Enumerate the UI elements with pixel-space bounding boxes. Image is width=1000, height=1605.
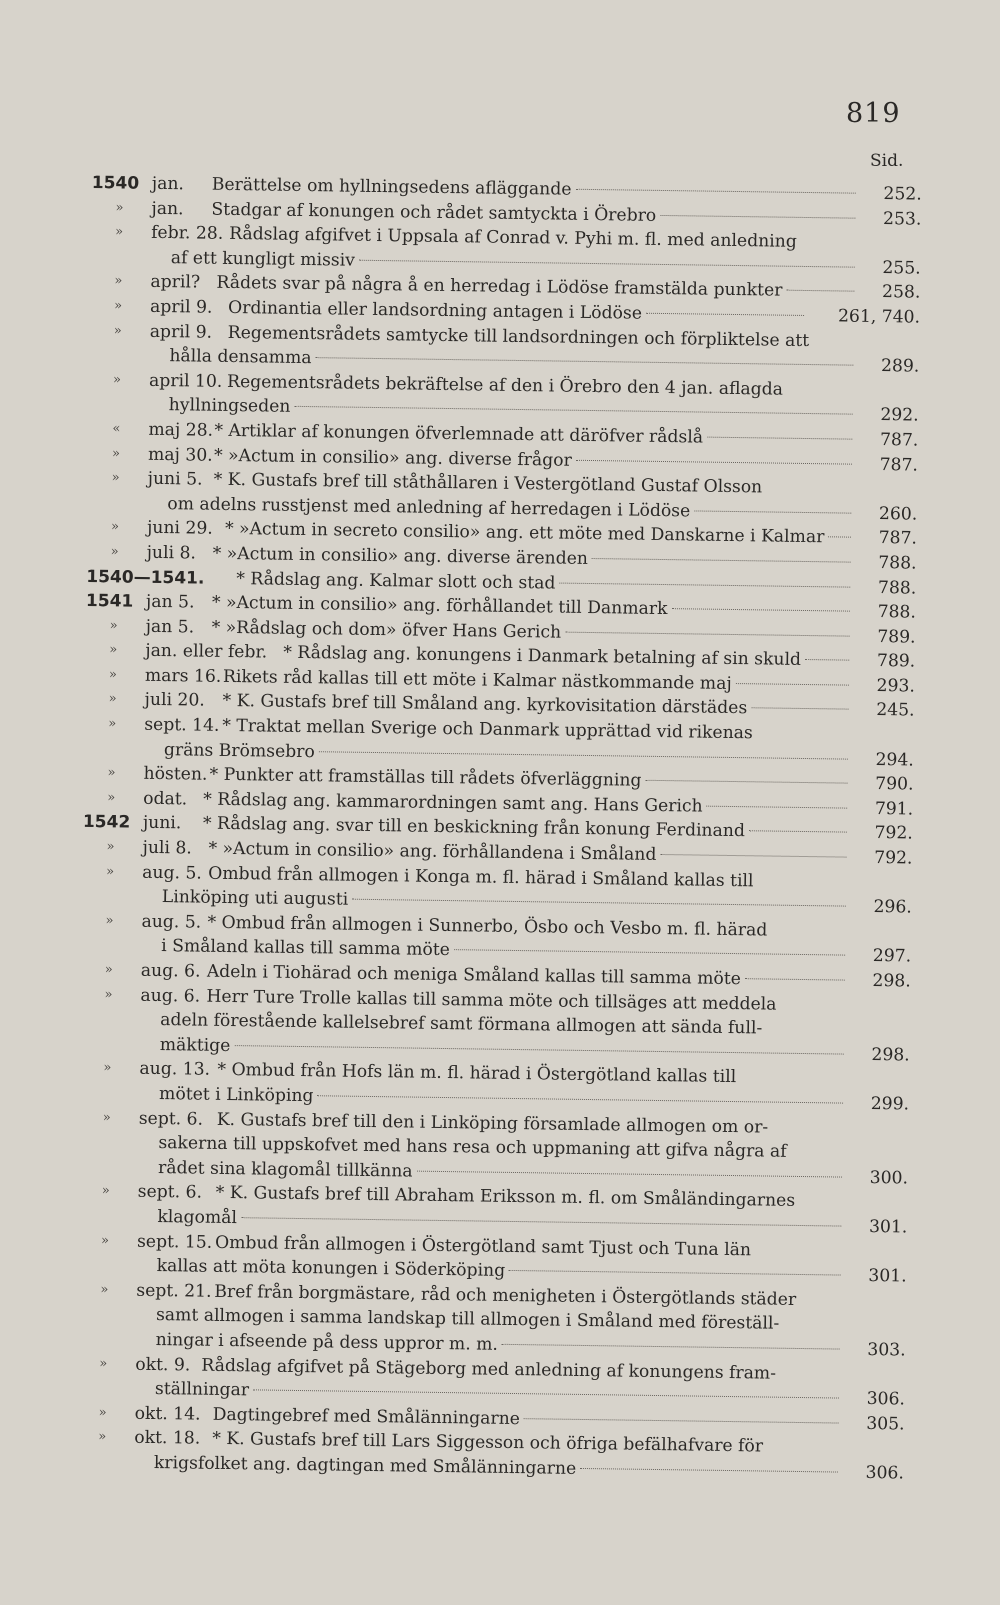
page-reference: 294.	[875, 749, 914, 771]
leader-dots	[580, 1468, 838, 1473]
entry-text: Rådslag afgifvet på Stägeborg med anledning af konungens fram-	[201, 1355, 777, 1384]
entry-text: Berättelse om hyllningsedens afläggande	[211, 174, 572, 200]
page-reference: 298.	[871, 1044, 910, 1066]
leader-dots	[707, 805, 848, 808]
entry-date: april 10.	[148, 370, 223, 392]
ditto-mark: »	[115, 199, 124, 216]
leader-dots	[694, 510, 851, 513]
ditto-mark: »	[106, 839, 115, 855]
entry-date: juni 29.	[146, 518, 213, 540]
leader-dots	[316, 357, 854, 366]
ditto-mark: »	[109, 617, 118, 634]
ditto-mark: »	[107, 790, 116, 806]
leader-dots	[317, 1095, 843, 1103]
entry-text: Regementsrådets bekräftelse af den i Örebro den 4 jan. aflagda	[226, 371, 784, 400]
ditto-mark: »	[98, 1404, 107, 1421]
leader-dots	[359, 260, 855, 268]
ditto-mark: »	[114, 273, 123, 289]
leader-dots	[646, 780, 848, 784]
entry-date: aug. 5.	[142, 862, 203, 884]
entry-date: sept. 6.	[137, 1182, 203, 1203]
entry-text: * Rådslag ang. svar till en beskickning från konung Ferdinand	[202, 814, 746, 842]
entry-text: Adeln i Tiohärad och meniga Småland kallas till samma möte	[206, 961, 742, 990]
entry-text: * »Actum in consilio» ang. förhållandet till Danmark	[211, 592, 668, 620]
index-entry	[76, 1278, 907, 1363]
entry-date: juli 8.	[142, 837, 192, 859]
entry-text: K. Gustafs bref till den i Linköping församlade allmogen om or-	[216, 1109, 769, 1138]
entry-text: * Punkter att framställas till rådets öfverläggning	[209, 764, 642, 791]
entry-date: aug. 6.	[140, 960, 201, 982]
entry-date: mars 16.	[144, 665, 222, 687]
entry-text: ställningar	[154, 1379, 250, 1401]
leader-dots	[565, 631, 849, 636]
leader-dots	[745, 978, 845, 980]
ditto-mark: »	[104, 986, 113, 1002]
entry-date: juli 20.	[144, 690, 205, 712]
entry-date: aug. 6.	[140, 985, 201, 1007]
leader-dots	[660, 215, 855, 219]
entry-year: 1540	[91, 172, 140, 194]
entry-text: * Ombud från allmogen i Sunnerbo, Ösbo och Vesbo m. fl. härad	[207, 912, 768, 941]
entry-text: Bref från borgmästare, råd och menigheten i Östergötlands städer	[214, 1281, 797, 1310]
ditto-mark: »	[110, 519, 120, 535]
ditto-mark: »	[108, 691, 117, 707]
ditto-mark: »	[111, 470, 120, 486]
index-entries	[74, 171, 922, 1486]
page-reference: 788.	[877, 577, 917, 599]
leader-dots	[707, 437, 852, 440]
entry-text: * »Actum in consilio» ang. förhållandena i Småland	[208, 838, 657, 865]
entry-text: om adelns russtjenst med anledning af herredagen i Lödöse	[167, 493, 691, 522]
ditto-mark: »	[100, 1232, 110, 1248]
page-reference: 245.	[876, 700, 915, 722]
entry-text: mäktige	[159, 1034, 231, 1056]
leader-dots	[454, 950, 845, 956]
leader-dots	[660, 854, 846, 858]
entry-text: Ordinantia eller landsordning antagen i Lödöse	[227, 297, 643, 324]
sid-column-label: Sid.	[870, 151, 904, 171]
entry-text: * Artiklar af konungen öfverlemnade att däröfver rådslå	[214, 420, 704, 448]
leader-dots	[805, 659, 849, 661]
page-reference: 292.	[880, 405, 919, 426]
entry-text: Rådslag afgifvet i Uppsala af Conrad v. Pyhi m. fl. med anledning	[228, 224, 797, 253]
entry-year: 1540—1541.	[86, 566, 205, 589]
entry-text: Stadgar af konungen och rådet samtyckta i Örebro	[211, 199, 657, 226]
entry-date: jan 5.	[145, 616, 195, 638]
leader-dots	[417, 1170, 842, 1177]
entry-text: Ombud från allmogen i Konga m. fl. härad i Småland kallas till	[208, 863, 754, 891]
page-reference: 306.	[866, 1389, 906, 1410]
entry-text: ningar i afseende på dess uppror m. m.	[155, 1329, 499, 1355]
leader-dots	[751, 708, 848, 710]
page-reference: 787.	[878, 528, 918, 549]
page-reference: 293.	[876, 675, 916, 697]
entry-text: * K. Gustafs bref till Abraham Eriksson m. fl. om Småländingarnes	[215, 1183, 796, 1212]
entry-text: gräns Brömsebro	[163, 739, 315, 762]
ditto-mark: »	[114, 298, 123, 314]
leader-dots	[234, 1045, 843, 1055]
entry-text: * K. Gustafs bref till Småland ang. kyrkovisitation därstädes	[222, 691, 748, 719]
entry-text: * Rådslag ang. Kalmar slott och stad	[236, 568, 556, 594]
page-reference: 792.	[874, 848, 913, 869]
page-reference: 791.	[874, 798, 914, 820]
leader-dots	[786, 290, 854, 292]
ditto-mark: »	[108, 716, 117, 732]
leader-dots	[671, 608, 849, 611]
entry-text: adeln förestående kallelsebref samt förmana allmogen att sända full-	[160, 1010, 763, 1039]
ditto-mark: »	[104, 962, 113, 978]
ditto-mark: «	[112, 421, 121, 437]
page-reference: 258.	[881, 282, 921, 303]
entry-text: mötet i Linköping	[158, 1083, 314, 1107]
page-reference: 789.	[877, 626, 916, 648]
ditto-mark: »	[105, 913, 114, 929]
entry-date: hösten.	[143, 764, 208, 785]
page-reference: 300.	[869, 1167, 909, 1189]
index-entry	[80, 983, 911, 1068]
entry-date: juni 5.	[147, 468, 203, 490]
entry-date: febr. 28.	[151, 223, 224, 245]
leader-dots	[736, 683, 849, 686]
page-reference: 253.	[882, 208, 922, 230]
ditto-mark: »	[100, 1281, 109, 1298]
index-entry	[78, 1105, 909, 1190]
entry-text: hyllningseden	[168, 395, 291, 418]
ditto-mark: »	[110, 544, 119, 560]
ditto-mark: »	[115, 224, 124, 240]
entry-text: Dagtingebref med Smålänningarne	[212, 1404, 521, 1429]
page-reference: 303.	[867, 1339, 906, 1361]
ditto-mark: »	[109, 642, 118, 658]
entry-text: * Traktat mellan Sverige och Danmark upprättad vid rikenas	[222, 715, 753, 744]
page-reference: 255.	[882, 257, 921, 279]
page-reference: 261, 740.	[837, 306, 921, 328]
entry-date: april 9.	[149, 296, 213, 318]
entry-date: odat.	[143, 788, 188, 810]
ditto-mark: »	[111, 445, 121, 461]
leader-dots	[592, 558, 851, 563]
page-reference: 788.	[878, 552, 917, 574]
page-reference: 301.	[868, 1266, 907, 1287]
entry-date: jan.	[151, 173, 185, 195]
page-reference: 289.	[880, 356, 920, 377]
leader-dots	[749, 831, 847, 833]
entry-date: aug. 5.	[141, 911, 202, 933]
entry-text: kallas att möta konungen i Söderköping	[156, 1256, 506, 1281]
entry-text: * »Rådslag och dom» öfver Hans Gerich	[211, 617, 562, 643]
entry-year: 1541	[85, 591, 134, 612]
entry-text: * »Actum in consilio» ang. diverse frågor	[213, 445, 572, 471]
entry-text: * Rådslag ang. konungens i Danmark betalning af sin skuld	[283, 643, 802, 671]
ditto-mark: »	[106, 863, 115, 880]
index-entry	[74, 1425, 905, 1486]
entry-text: klagomål	[157, 1206, 238, 1229]
entry-text: hålla densamma	[169, 346, 312, 369]
page-reference: 299.	[870, 1093, 910, 1115]
entry-text: sakerna till uppskofvet med hans resa och uppmaning att gifva några af	[158, 1133, 787, 1162]
ditto-mark: »	[103, 1060, 112, 1076]
page-reference: 252.	[883, 184, 922, 205]
page-reference: 789.	[876, 651, 916, 672]
entry-date: sept. 15.	[136, 1231, 213, 1253]
page-reference: 787.	[879, 454, 919, 476]
leader-dots	[241, 1217, 841, 1226]
entry-text: af ett kungligt missiv	[170, 247, 356, 271]
page-reference: 301.	[868, 1216, 908, 1238]
entry-text: Ombud från allmogen i Östergötland samt Tjust och Tuna län	[214, 1232, 752, 1260]
leader-dots	[559, 582, 850, 587]
leader-dots	[576, 459, 852, 464]
entry-date: april?	[150, 272, 201, 293]
entry-text: Linköping uti augusti	[161, 887, 349, 910]
entry-text: * Ombud från Hofs län m. fl. härad i Östergötland kallas till	[217, 1060, 737, 1088]
leader-dots	[253, 1389, 839, 1398]
page-reference: 788.	[877, 602, 917, 623]
page-reference: 297.	[872, 946, 912, 967]
page-reference: 260.	[878, 503, 918, 525]
page-reference: 306.	[865, 1462, 905, 1484]
ditto-mark: »	[113, 322, 122, 338]
entry-date: jan 5.	[145, 591, 195, 613]
leader-dots	[352, 899, 846, 907]
ditto-mark: »	[108, 667, 118, 683]
entry-date: juli 8.	[146, 542, 197, 564]
leader-dots	[294, 406, 852, 415]
entry-date: jan.	[151, 198, 184, 219]
leader-dots	[509, 1270, 841, 1276]
entry-text: * »Actum in consilio» ang. diverse ärenden	[212, 543, 589, 569]
leader-dots	[502, 1344, 840, 1350]
ditto-mark: »	[107, 765, 116, 781]
entry-year: 1542	[82, 812, 131, 834]
entry-text: Herr Ture Trolle kallas till samma möte och tillsäges att meddela	[206, 986, 777, 1015]
entry-date: jan. eller febr.	[145, 641, 268, 663]
entry-text: i Småland kallas till samma möte	[161, 936, 451, 961]
leader-dots	[828, 537, 851, 538]
entry-date: maj 30.	[147, 444, 213, 466]
ditto-mark: »	[99, 1355, 108, 1371]
page-number: 819	[846, 98, 901, 129]
leader-dots	[319, 751, 848, 759]
page-reference: 787.	[879, 429, 919, 451]
page-reference: 298.	[872, 970, 911, 992]
entry-text: * Rådslag ang. kammarordningen samt ang. Hans Gerich	[203, 789, 703, 817]
entry-text: krigsfolket ang. dagtingan med Smålänningarne	[153, 1452, 577, 1479]
leader-dots	[646, 313, 804, 316]
entry-text: * K. Gustafs bref till ståthållaren i Vestergötland Gustaf Olsson	[213, 469, 763, 498]
ditto-mark: »	[112, 372, 122, 388]
entry-date: april 9.	[149, 321, 213, 343]
entry-text: * »Actum in secreto consilio» ang. ett möte med Danskarne i Kalmar	[224, 519, 825, 548]
entry-text: rådet sina klagomål tillkänna	[157, 1157, 413, 1182]
entry-date: sept. 21.	[136, 1280, 212, 1302]
entry-date: juni.	[142, 813, 182, 834]
page-reference: 305.	[866, 1413, 905, 1435]
entry-date: maj 28.	[148, 419, 214, 441]
entry-date: aug. 13.	[139, 1059, 211, 1081]
entry-date: okt. 18.	[134, 1427, 201, 1449]
entry-text: Rikets råd kallas till ett möte i Kalmar nästkommande maj	[222, 666, 732, 694]
ditto-mark: »	[102, 1109, 111, 1125]
ditto-mark: »	[98, 1429, 107, 1445]
ditto-mark: »	[101, 1183, 110, 1199]
entry-date: sept. 6.	[138, 1108, 204, 1130]
entry-text: Regementsrådets samtycke till landsordningen och förpliktelse att	[227, 322, 810, 351]
entry-text: samt allmogen i samma landskap till allmogen i Småland med föreställ-	[155, 1305, 780, 1335]
entry-date: okt. 14.	[134, 1403, 201, 1425]
entry-date: okt. 9.	[135, 1354, 191, 1375]
entry-text: * K. Gustafs bref till Lars Siggesson och öfriga befälhafvare för	[212, 1429, 764, 1457]
page-reference: 296.	[873, 897, 912, 918]
entry-date: sept. 14.	[144, 714, 220, 736]
page-reference: 790.	[875, 774, 914, 795]
page-reference: 792.	[874, 823, 913, 844]
leader-dots	[575, 189, 855, 194]
leader-dots	[524, 1418, 839, 1423]
entry-text: Rådets svar på några å en herredag i Lödöse framstälda punkter	[216, 273, 783, 302]
